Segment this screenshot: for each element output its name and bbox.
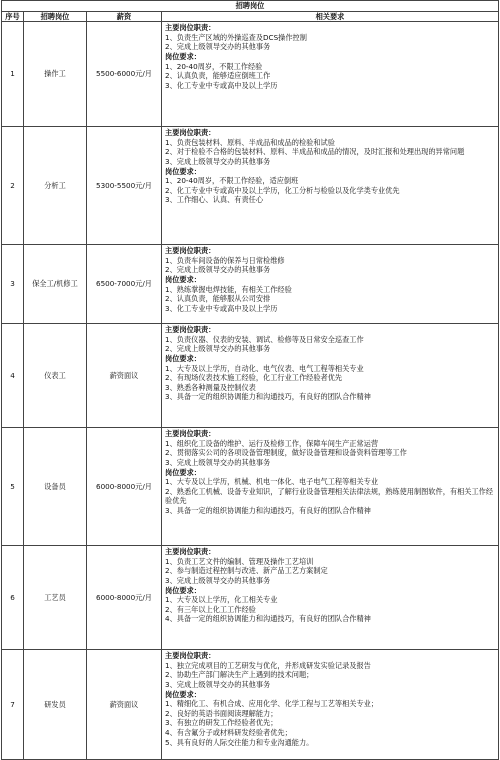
requirement-line: 2、完成上级领导交办的其他事务 (165, 344, 271, 354)
table-row (2, 22, 499, 127)
requirement-line: 2、化工专业中专或高中及以上学历，化工分析与检验以及化学类专业优先 (165, 185, 400, 195)
requirement-line: 1、负责工艺文件的编制、管理及操作工艺培训 (165, 556, 314, 566)
requirement-line: 2、有现场仪表技术施工经验，化工行业工作经验者优先 (165, 373, 343, 383)
row-number-cell: 6 (2, 546, 24, 650)
row-number-cell: 5 (2, 428, 24, 546)
requirement-line: 1、20-40周岁，不限工作经验，适应倒班 (165, 176, 299, 186)
table-row (2, 245, 499, 324)
requirement-line: 2、熟悉化工机械、设备专业知识，了解行业设备管理相关法律法规，熟练使用制图软件，有相关工作经验优先 (165, 486, 494, 506)
requirement-heading: 主要岗位职责： (165, 651, 216, 661)
salary-cell: 6000-8000元/月 (87, 428, 162, 546)
header-requirements: 相关要求 (162, 11, 499, 22)
requirements-cell (162, 546, 499, 650)
salary-cell: 薪资面议 (87, 324, 162, 428)
table-row (2, 650, 499, 760)
header-no: 序号 (2, 11, 24, 22)
requirements-cell (162, 22, 499, 127)
requirement-line: 3、化工专业中专或高中及以上学历 (165, 80, 278, 90)
salary-cell: 6500-7000元/月 (87, 245, 162, 324)
requirement-heading: 主要岗位职责： (165, 23, 216, 33)
salary-cell: 5500-6000元/月 (87, 22, 162, 127)
requirement-line: 2、有三年以上化工工作经验 (165, 604, 256, 614)
requirement-line: 1、精细化工、有机合成、应用化学、化学工程与工艺等相关专业； (165, 699, 379, 709)
table-row (2, 428, 499, 546)
requirements-cell (162, 428, 499, 546)
row-number-cell: 7 (2, 650, 24, 760)
requirement-heading: 岗位要求： (165, 274, 201, 284)
requirement-line: 1、20-40周岁，不限工作经验 (165, 61, 263, 71)
requirements-cell (162, 650, 499, 760)
requirement-line: 1、负责仪器、仪表的安装、调试、检修等及日常安全巡查工作 (165, 334, 364, 344)
requirement-line: 2、完成上级领导交办的其他事务 (165, 265, 271, 275)
requirement-line: 5、具有良好的人际交往能力和专业沟通能力。 (165, 737, 314, 747)
recruitment-table (1, 0, 499, 760)
requirement-line: 1、负责包装材料、原料、半成品和成品的检验和试验 (165, 137, 335, 147)
requirement-line: 4、具备一定的组织协调能力和沟通技巧，有良好的团队合作精神 (165, 614, 371, 624)
header-position: 招聘岗位 (24, 11, 87, 22)
position-cell: 保全工/机修工 (24, 245, 87, 324)
position-cell: 操作工 (24, 22, 87, 127)
table-row (2, 127, 499, 245)
requirements-cell (162, 324, 499, 428)
requirement-line: 3、化工专业中专或高中及以上学历 (165, 303, 278, 313)
requirement-heading: 岗位要求： (165, 51, 201, 61)
position-cell: 研发员 (24, 650, 87, 760)
requirement-line: 2、良好的英语书面阅读理解能力； (165, 708, 278, 718)
requirement-line: 1、负责生产区域的外操巡查及DCS操作控制 (165, 32, 307, 42)
table-row (2, 546, 499, 650)
row-number-cell: 3 (2, 245, 24, 324)
salary-cell: 薪资面议 (87, 650, 162, 760)
position-cell: 设备员 (24, 428, 87, 546)
requirement-line: 1、组织化工设备的维护、运行及检修工作，保障车间生产正常运营 (165, 438, 379, 448)
table-row (2, 324, 499, 428)
requirement-line: 3、工作细心、认真、有责任心 (165, 195, 264, 205)
position-cell: 工艺员 (24, 546, 87, 650)
requirement-line: 3、完成上级领导交办的其他事务 (165, 156, 271, 166)
table-title: 招聘岗位 (2, 1, 499, 12)
requirements-cell (162, 245, 499, 324)
requirement-line: 3、具备一定的组织协调能力和沟通技巧，有良好的团队合作精神 (165, 392, 371, 402)
requirement-line: 2、完成上级领导交办的其他事务 (165, 42, 271, 52)
requirement-line: 2、协助生产部门解决生产上遇到的技术问题； (165, 670, 314, 680)
row-number-cell: 1 (2, 22, 24, 127)
salary-cell: 5300-5500元/月 (87, 127, 162, 245)
requirement-line: 3、完成上级领导交办的其他事务 (165, 457, 271, 467)
requirement-heading: 岗位要求： (165, 353, 201, 363)
requirement-line: 2、贯彻落实公司的各项设备管理制度，做好设备管理和设备资料管理等工作 (165, 448, 407, 458)
requirement-line: 3、具备一定的组织协调能力和沟通技巧，有良好的团队合作精神 (165, 505, 371, 515)
requirement-line: 2、认真负责，能够适应倒班工作 (165, 71, 271, 81)
requirement-heading: 岗位要求： (165, 585, 201, 595)
header-salary: 薪资 (87, 11, 162, 22)
requirement-line: 4、有含氟分子或材料研发经验者优先； (165, 727, 292, 737)
requirement-line: 1、负责车间设备的保养与日常检维修 (165, 255, 285, 265)
position-cell: 分析工 (24, 127, 87, 245)
requirement-heading: 主要岗位职责： (165, 325, 216, 335)
requirement-heading: 主要岗位职责： (165, 128, 216, 138)
requirement-line: 1、熟练掌握电焊技能，有相关工作经验 (165, 284, 292, 294)
row-number-cell: 4 (2, 324, 24, 428)
requirement-line: 1、大专及以上学历，自动化、电气仪表、电气工程等相关专业 (165, 363, 364, 373)
requirement-line: 1、独立完成项目的工艺研发与优化，并形成研发实验记录及报告 (165, 660, 371, 670)
requirement-line: 2、认真负责，能够服从公司安排 (165, 294, 271, 304)
requirement-line: 2、参与制造过程控制与改进、新产品工艺方案制定 (165, 566, 328, 576)
requirement-line: 3、完成上级领导交办的其他事务 (165, 575, 271, 585)
requirement-heading: 岗位要求： (165, 166, 201, 176)
requirement-line: 3、有独立的研发工作经验者优先； (165, 718, 278, 728)
requirement-line: 3、完成上级领导交办的其他事务 (165, 679, 271, 689)
requirement-heading: 主要岗位职责： (165, 429, 216, 439)
requirement-heading: 岗位要求： (165, 689, 201, 699)
requirement-line: 3、熟悉各种测量及控制仪表 (165, 382, 256, 392)
table-body (2, 22, 499, 760)
requirement-heading: 主要岗位职责： (165, 547, 216, 557)
requirement-heading: 主要岗位职责： (165, 246, 216, 256)
requirement-line: 2、对于检验不合格的包装材料、原料、半成品和成品的情况，及时汇报和处理出现的异常问题 (165, 147, 465, 157)
requirement-line: 1、大专及以上学历，化工相关专业 (165, 595, 278, 605)
position-cell: 仪表工 (24, 324, 87, 428)
row-number-cell: 2 (2, 127, 24, 245)
requirements-cell (162, 127, 499, 245)
requirement-heading: 岗位要求： (165, 467, 201, 477)
requirement-line: 1、大专及以上学历，机械、机电一体化、电子电气工程等相关专业 (165, 477, 379, 487)
salary-cell: 6000-8000元/月 (87, 546, 162, 650)
